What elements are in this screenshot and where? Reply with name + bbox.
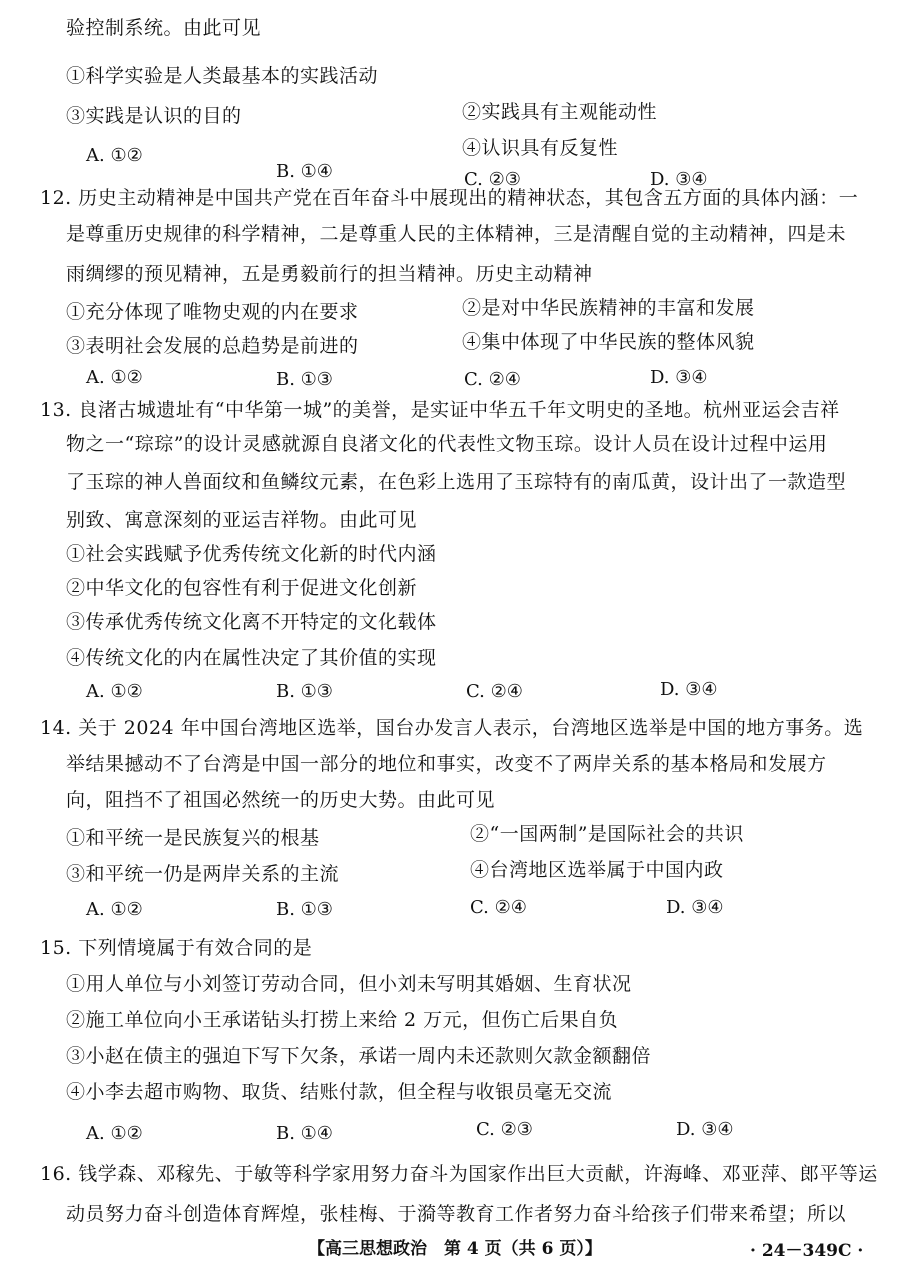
q14-option-c: C. ②④ [470, 897, 527, 918]
q13-item-2: ②中华文化的包容性有利于促进文化创新 [66, 577, 418, 599]
q14-item-1: ①和平统一是民族复兴的根基 [66, 827, 320, 849]
q12-option-d: D. ③④ [650, 367, 708, 388]
q12-option-a: A. ①② [86, 367, 143, 388]
q16-stem-line-1: 16. 钱学森、邓稼先、于敏等科学家用努力奋斗为国家作出巨大贡献，许海峰、邓亚萍、郎平等运 [40, 1163, 878, 1185]
q11-option-d: D. ③④ [650, 169, 708, 190]
q15-option-b: B. ①④ [276, 1123, 333, 1144]
q15-item-4: ④小李去超市购物、取货、结账付款，但全程与收银员毫无交流 [66, 1081, 613, 1103]
q16-stem-line-2: 动员努力奋斗创造体育辉煌，张桂梅、于漪等教育工作者努力奋斗给孩子们带来希望；所以 [66, 1203, 847, 1225]
q13-item-1: ①社会实践赋予优秀传统文化新的时代内涵 [66, 543, 437, 565]
q15-option-c: C. ②③ [476, 1119, 533, 1140]
q14-item-4: ④台湾地区选举属于中国内政 [470, 859, 724, 881]
q13-option-a: A. ①② [86, 681, 143, 702]
q14-item-3: ③和平统一仍是两岸关系的主流 [66, 863, 340, 885]
page-footer-subject: 【高三思想政治 第 4 页（共 6 页）】 [308, 1239, 602, 1259]
q12-stem-line-1: 12. 历史主动精神是中国共产党在百年奋斗中展现出的精神状态，其包含五方面的具体内涵：一 [40, 187, 859, 209]
q14-option-b: B. ①③ [276, 899, 333, 920]
q11-item-1: ①科学实验是人类最基本的实践活动 [66, 65, 379, 87]
q15-item-3: ③小赵在债主的强迫下写下欠条，承诺一周内未还款则欠款金额翻倍 [66, 1045, 652, 1067]
q15-stem: 15. 下列情境属于有效合同的是 [40, 937, 313, 959]
q13-item-4: ④传统文化的内在属性决定了其价值的实现 [66, 647, 437, 669]
q12-option-c: C. ②④ [464, 369, 521, 390]
q12-item-4: ④集中体现了中华民族的整体风貌 [462, 331, 755, 353]
q14-stem-line-3: 向，阻挡不了祖国必然统一的历史大势。由此可见 [66, 789, 496, 811]
q11-item-3: ③实践是认识的目的 [66, 105, 242, 127]
q11-stem-tail: 验控制系统。由此可见 [66, 17, 262, 39]
q11-option-b: B. ①④ [276, 161, 333, 182]
q13-option-c: C. ②④ [466, 681, 523, 702]
q15-option-a: A. ①② [86, 1123, 143, 1144]
q12-item-1: ①充分体现了唯物史观的内在要求 [66, 301, 359, 323]
q14-stem-line-2: 举结果撼动不了台湾是中国一部分的地位和事实，改变不了两岸关系的基本格局和发展方 [66, 753, 827, 775]
q13-stem-line-4: 别致、寓意深刻的亚运吉祥物。由此可见 [66, 509, 418, 531]
q12-option-b: B. ①③ [276, 369, 333, 390]
q14-stem-line-1: 14. 关于 2024 年中国台湾地区选举，国台办发言人表示，台湾地区选举是中国的地方事务。选 [40, 717, 864, 739]
q11-option-a: A. ①② [86, 145, 143, 166]
q12-stem-line-3: 雨绸缪的预见精神，五是勇毅前行的担当精神。历史主动精神 [66, 263, 593, 285]
q13-option-d: D. ③④ [660, 679, 718, 700]
q13-stem-line-3: 了玉琮的神人兽面纹和鱼鳞纹元素，在色彩上选用了玉琮特有的南瓜黄，设计出了一款造型 [66, 471, 847, 493]
q15-option-d: D. ③④ [676, 1119, 734, 1140]
q11-item-2: ②实践具有主观能动性 [462, 101, 658, 123]
q14-option-d: D. ③④ [666, 897, 724, 918]
q14-option-a: A. ①② [86, 899, 143, 920]
q14-item-2: ②“一国两制”是国际社会的共识 [470, 823, 744, 845]
page-footer-code: · 24－349C · [750, 1241, 864, 1261]
q13-stem-line-1: 13. 良渚古城遗址有“中华第一城”的美誉，是实证中华五千年文明史的圣地。杭州亚运会吉祥 [40, 399, 840, 421]
q12-item-3: ③表明社会发展的总趋势是前进的 [66, 335, 359, 357]
q12-stem-line-2: 是尊重历史规律的科学精神，二是尊重人民的主体精神，三是清醒自觉的主动精神，四是未 [66, 223, 847, 245]
q13-item-3: ③传承优秀传统文化离不开特定的文化载体 [66, 611, 437, 633]
q15-item-2: ②施工单位向小王承诺钻头打捞上来给 2 万元，但伤亡后果自负 [66, 1009, 619, 1031]
q11-item-4: ④认识具有反复性 [462, 137, 619, 159]
q13-stem-line-2: 物之一“琮琮”的设计灵感就源自良渚文化的代表性文物玉琮。设计人员在设计过程中运用 [66, 433, 828, 455]
q15-item-1: ①用人单位与小刘签订劳动合同，但小刘未写明其婚姻、生育状况 [66, 973, 632, 995]
q13-option-b: B. ①③ [276, 681, 333, 702]
q11-option-c: C. ②③ [464, 169, 521, 190]
q12-item-2: ②是对中华民族精神的丰富和发展 [462, 297, 755, 319]
